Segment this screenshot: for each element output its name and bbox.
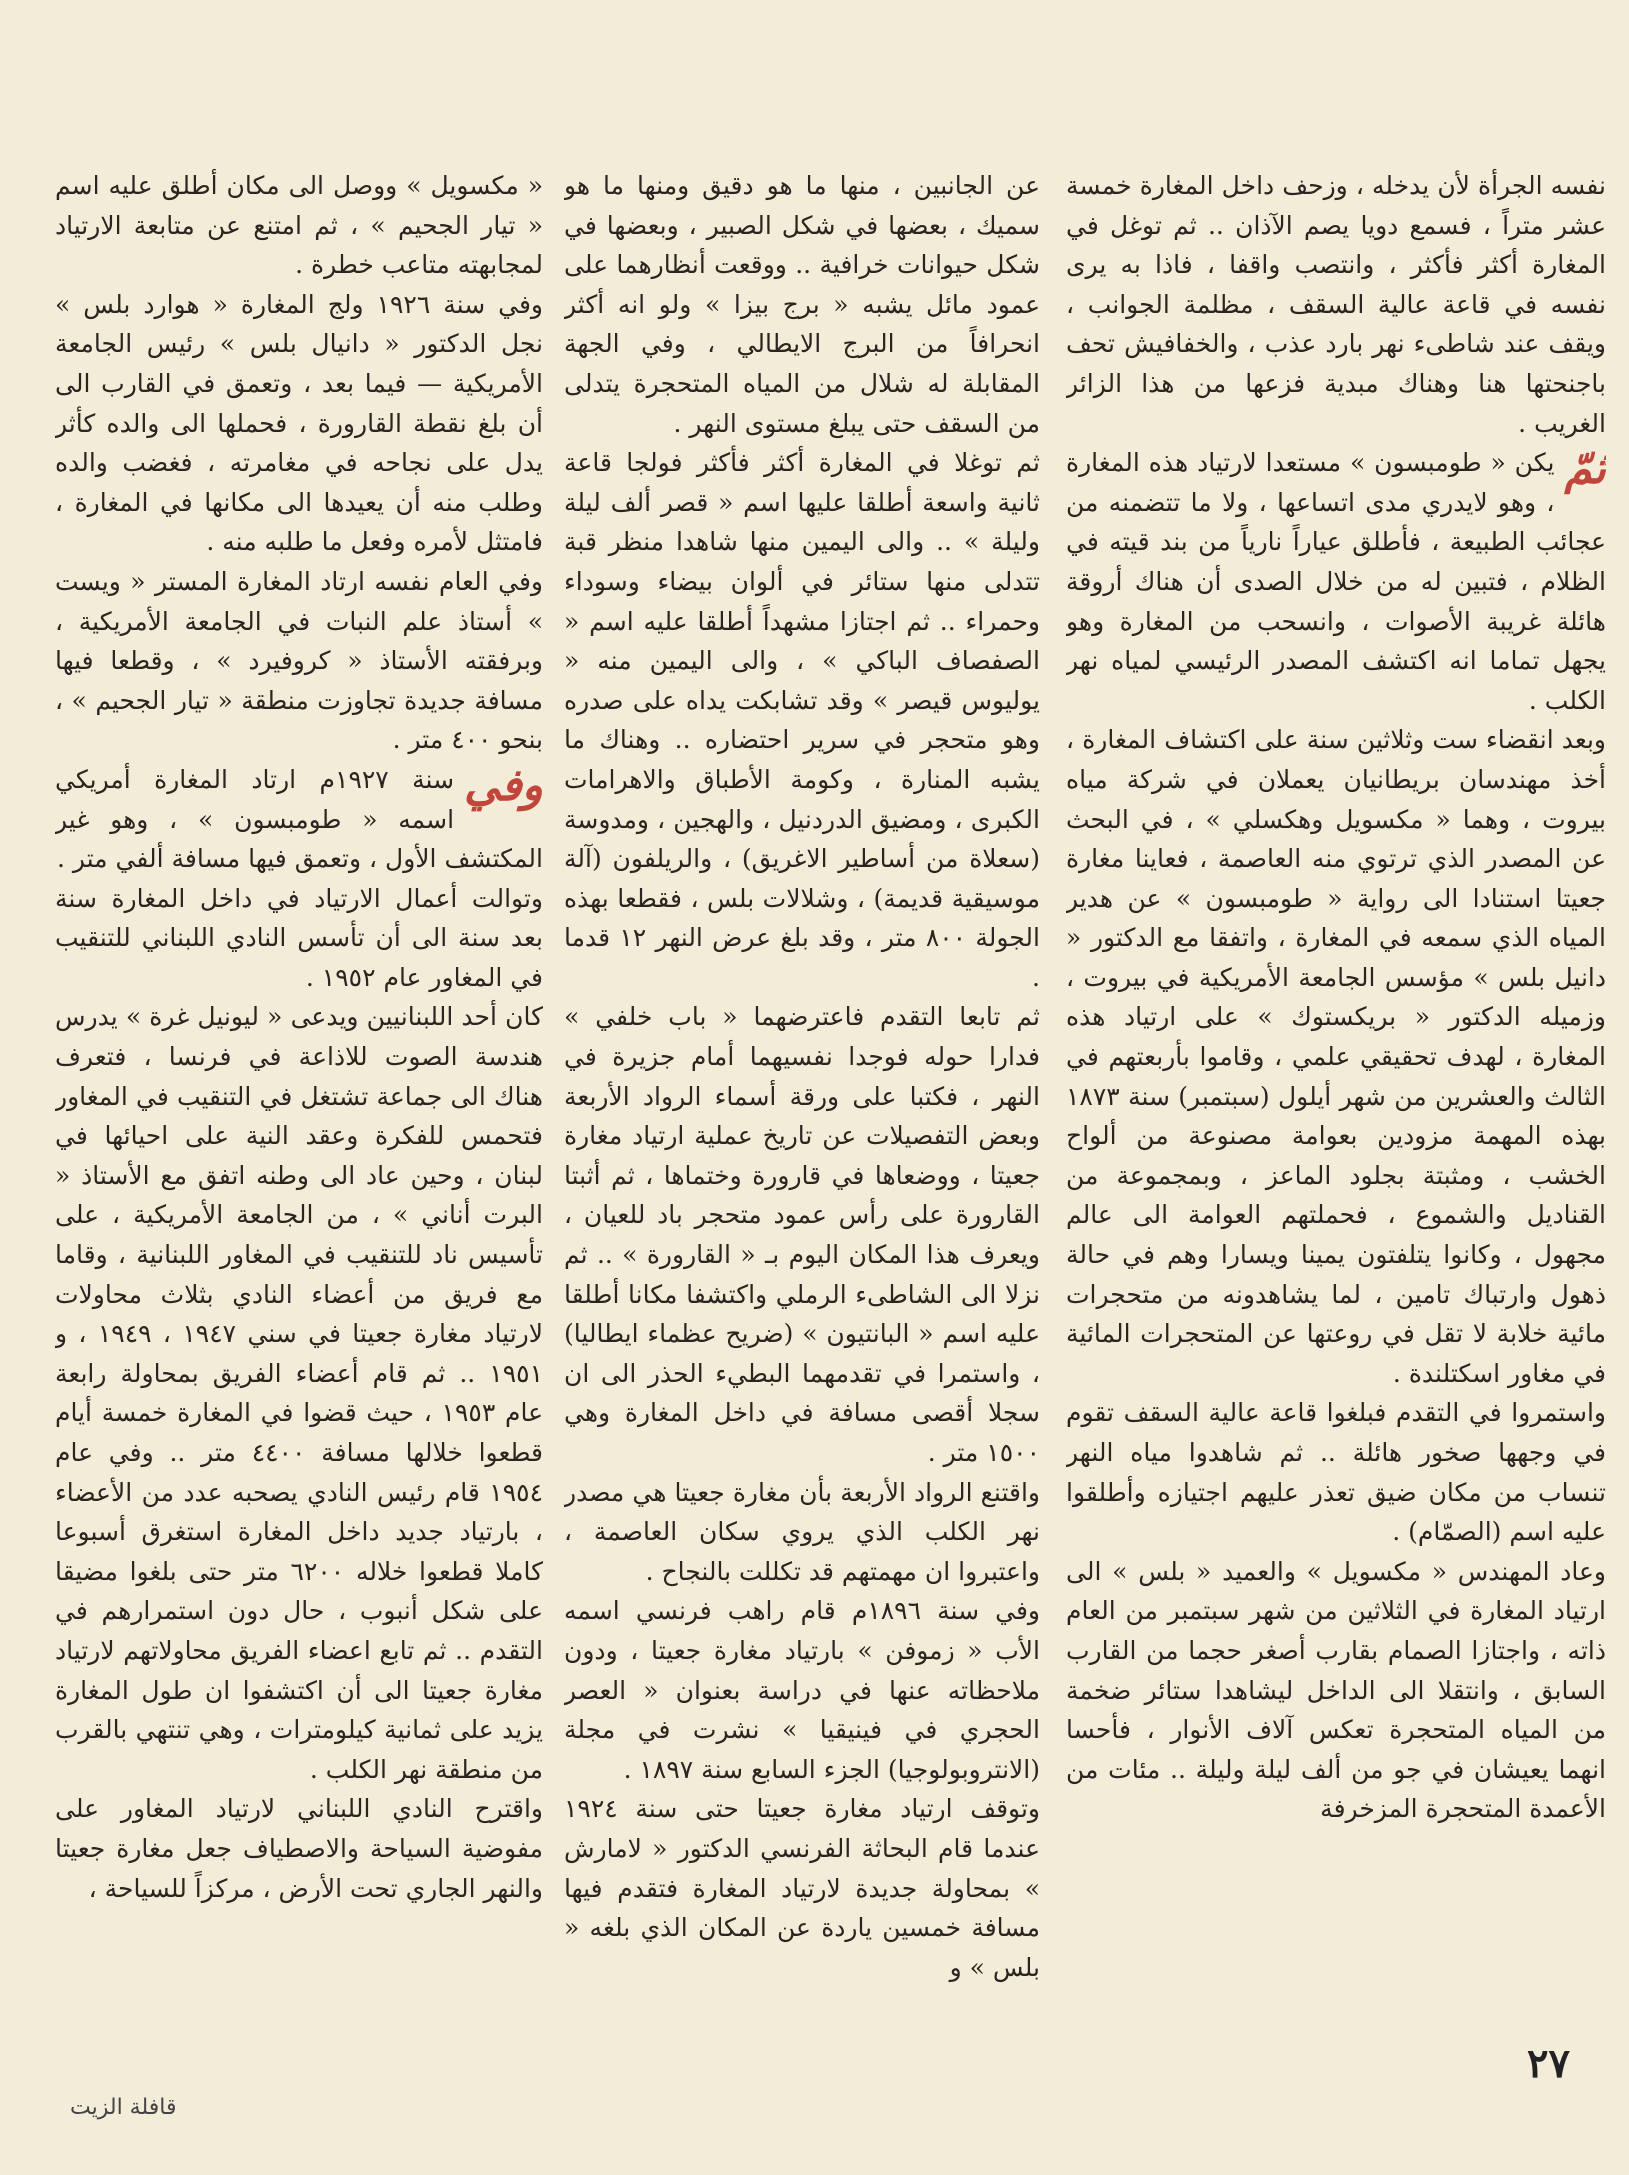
- paragraph: وفي سنة ١٩٢٧م ارتاد المغارة أمريكي اسمه « طومبسون » ، وهو غير المكتشف الأول ، وتعمق فيها مسافة ألفي متر .: [55, 759, 543, 874]
- text-column-middle: [564, 166, 1040, 2036]
- paragraph: واستمروا في التقدم فبلغوا قاعة عالية السقف تقوم في وجهها صخور هائلة .. ثم شاهدوا مياه النهر تنساب من مكان ضيق تعذر عليهم اجتيازه وأطلقوا عليه اسم (الصمّام) .: [1066, 1398, 1606, 1547]
- paragraph: وعاد المهندس « مكسويل » والعميد « بلس » الى ارتياد المغارة في الثلاثين من شهر سبتمبر من العام ذاته ، واجتازا الصمام بقارب أصغر حجما من القارب السابق ، وانتقلا الى الداخل ليشاهدا ستائر ضخمة من المياه المتحجرة تعكس آلاف الأنوار ، فأحسا انهما يعيشان في جو من ألف ليلة وليلة .. مئات من الأعمدة المتحجرة المزخرفة: [1066, 1556, 1606, 1824]
- paragraph: كان أحد اللبنانيين ويدعى « ليونيل غرة » يدرس هندسة الصوت للاذاعة في فرنسا ، فتعرف هناك الى جماعة تشتغل في التنقيب في المغاور فتحمس للفكرة وعقد النية على احيائها في لبنان ، وحين عاد الى وطنه اتفق مع الأستاذ « البرت أناني » ، من الجامعة الأمريكية ، على تأسيس ناد للتنقيب في المغاور اللبنانية ، وقاما مع فريق من أعضاء النادي بثلاث محاولات لارتياد مغارة جعيتا في سني ١٩٤٧ ، ١٩٤٩ ، و ١٩٥١ .. ثم قام أعضاء الفريق بمحاولة رابعة عام ١٩٥٣ ، حيث قضوا في المغارة خمسة أيام قطعوا خلالها مسافة ٤٤٠٠ متر .. وفي عام ١٩٥٤ قام رئيس النادي يصحبه عدد من الأعضاء ، بارتياد جديد داخل المغارة استغرق أسبوعا كاملا قطعوا خلاله ٦٢٠٠ متر حتى بلغوا مضيقا على شكل أنبوب ، حال دون استمرارهم في التقدم .. ثم تابع اعضاء الفريق محاولاتهم لارتياد مغارة جعيتا الى أن اكتشفوا ان طول المغارة يزيد على ثمانية كيلومترات ، وهي تنتهي بالقرب من منطقة نهر الكلب .: [55, 1002, 543, 1784]
- decorative-initial: ثمّ: [1564, 443, 1606, 495]
- magazine-name: قافلة الزيت: [70, 2095, 177, 2120]
- paragraph: عن الجانبين ، منها ما هو دقيق ومنها ما هو سميك ، بعضها في شكل الصبير ، وبعضها في شكل حيوانات خرافية .. ووقعت أنظارهما على عمود مائل يشبه « برج بيزا » ولو انه أكثر انحرافاً من البرج الايطالي ، وفي الجهة المقابلة له شلال من المياه المتحجرة يتدلى من السقف حتى يبلغ مستوى النهر .: [564, 171, 1040, 438]
- decorative-initial: وفي: [464, 759, 543, 811]
- text-column-right: [1066, 166, 1606, 2036]
- paragraph: ثم تابعا التقدم فاعترضهما « باب خلفي » فدارا حوله فوجدا نفسيهما أمام جزيرة في النهر ، فكتبا على ورقة أسماء الرواد الأربعة وبعض التفصيلات عن تاريخ عملية ارتياد مغارة جعيتا ، ووضعاها في قارورة وختماها ، ثم أثبتا القارورة على رأس عمود متحجر باد للعيان ، ويعرف هذا المكان اليوم بـ « القارورة » .. ثم نزلا الى الشاطىء الرملي واكتشفا مكانا أطلقا عليه اسم « البانتيون » (ضريح عظماء ايطاليا) ، واستمرا في تقدمهما البطيء الحذر الى ان سجلا أقصى مسافة في داخل المغارة وهي ١٥٠٠ متر .: [564, 1002, 1040, 1467]
- paragraph: نفسه الجرأة لأن يدخله ، وزحف داخل المغارة خمسة عشر متراً ، فسمع دويا يصم الآذان .. ثم توغل في المغارة أكثر فأكثر ، وانتصب واقفا ، فاذا به يرى نفسه في قاعة عالية السقف ، مظلمة الجوانب ، ويقف عند شاطىء نهر بارد عذب ، والخفافيش تحف باجنحتها هنا وهناك مبدية فزعها من هذا الزائر الغريب .: [1066, 171, 1606, 438]
- paragraph: « مكسويل » ووصل الى مكان أطلق عليه اسم « تيار الجحيم » ، ثم امتنع عن متابعة الارتياد لمجابهته متاعب خطرة .: [55, 171, 543, 280]
- paragraph: ثمّ يكن « طومبسون » مستعدا لارتياد هذه المغارة ، وهو لايدري مدى اتساعها ، ولا ما تتضمنه من عجائب الطبيعة ، فأطلق عياراً نارياً من بند قيته في الظلام ، فتبين له من خلال الصدى أن هناك أروقة هائلة غريبة الأصوات ، وانسحب من المغارة وهو يجهل تماما انه اكتشف المصدر الرئيسي لمياه نهر الكلب .: [1066, 443, 1606, 715]
- paragraph: وبعد انقضاء ست وثلاثين سنة على اكتشاف المغارة ، أخذ مهندسان بريطانيان يعملان في شركة مياه بيروت ، وهما « مكسويل وهكسلي » ، في البحث عن المصدر الذي ترتوي منه العاصمة ، فعاينا مغارة جعيتا استنادا الى رواية « طومبسون » عن هدير المياه الذي سمعه في المغارة ، واتفقا مع الدكتور « دانيل بلس » مؤسس الجامعة الأمريكية في بيروت ، وزميله الدكتور « بريكستوك » على ارتياد هذه المغارة ، لهدف تحقيقي علمي ، وقاموا بأربعتهم في الثالث والعشرين من شهر أيلول (سبتمبر) سنة ١٨٧٣ بهذه المهمة مزودين بعوامة مصنوعة من ألواح الخشب ، ومثبتة بجلود الماعز ، وبمجموعة من القناديل والشموع ، فحملتهم العوامة الى عالم مجهول ، وكانوا يتلفتون يمينا ويسارا وهم في حالة ذهول وارتباك تامين ، لما يشاهدونه من متحجرات مائية خلابة لا تقل في روعتها عن المتحجرات المائية في مغاور اسكتلندة .: [1066, 725, 1606, 1388]
- text-column-left: [55, 166, 543, 2036]
- paragraph: ثم توغلا في المغارة أكثر فأكثر فولجا قاعة ثانية واسعة أطلقا عليها اسم « قصر ألف ليلة وليلة » .. والى اليمين منها شاهدا منظر قبة تتدلى منها ستائر في ألوان بيضاء وسوداء وحمراء .. ثم اجتازا مشهداً أطلقا عليه اسم « الصفصاف الباكي » ، والى اليمين منه « يوليوس قيصر » وقد تشابكت يداه على صدره وهو متحجر في سرير احتضاره .. وهناك ما يشبه المنارة ، وكومة الأطباق والاهرامات الكبرى ، ومضيق الدردنيل ، والهجين ، ومدوسة (سعلاة من أساطير الاغريق) ، والريلفون (آلة موسيقية قديمة) ، وشلالات بلس ، فقطعا بهذه الجولة ٨٠٠ متر ، وقد بلغ عرض النهر ١٢ قدما .: [564, 448, 1040, 992]
- paragraph: وفي سنة ١٩٢٦ ولج المغارة « هوارد بلس » نجل الدكتور « دانيال بلس » رئيس الجامعة الأمريكية — فيما بعد ، وتعمق في القارب الى أن بلغ نقطة القارورة ، فحملها الى والده كأثر يدل على نجاحه في مغامرته ، فغضب والده وطلب منه أن يعيدها الى مكانها في المغارة ، فامتثل لأمره وفعل ما طلبه منه .: [55, 289, 543, 557]
- page-number: ٢٧: [1527, 2040, 1570, 2087]
- paragraph: واقتنع الرواد الأربعة بأن مغارة جعيتا هي مصدر نهر الكلب الذي يروي سكان العاصمة ، واعتبروا ان مهمتهم قد تكللت بالنجاح .: [564, 1477, 1040, 1586]
- paragraph: واقترح النادي اللبناني لارتياد المغاور على مفوضية السياحة والاصطياف جعل مغارة جعيتا والنهر الجاري تحت الأرض ، مركزاً للسياحة ،: [55, 1794, 543, 1903]
- paragraph: وفي سنة ١٨٩٦م قام راهب فرنسي اسمه الأب « زموفن » بارتياد مغارة جعيتا ، ودون ملاحظاته عنها في دراسة بعنوان « العصر الحجري في فينيقيا » نشرت في مجلة (الانتروبولوجيا) الجزء السابع سنة ١٨٩٧ .: [564, 1596, 1040, 1784]
- paragraph: وتوقف ارتياد مغارة جعيتا حتى سنة ١٩٢٤ عندما قام البحاثة الفرنسي الدكتور « لامارش » بمحاولة جديدة لارتياد المغارة فتقدم فيها مسافة خمسين ياردة عن المكان الذي بلغه « بلس » و: [564, 1794, 1040, 1982]
- paragraph: وتوالت أعمال الارتياد في داخل المغارة سنة بعد سنة الى أن تأسس النادي اللبناني للتنقيب في المغاور عام ١٩٥٢ .: [55, 883, 543, 992]
- paragraph: وفي العام نفسه ارتاد المغارة المستر « ويست » أستاذ علم النبات في الجامعة الأمريكية ، وبرفقته الأستاذ « كروفيرد » ، وقطعا فيها مسافة جديدة تجاوزت منطقة « تيار الجحيم » ، بنحو ٤٠٠ متر .: [55, 566, 543, 755]
